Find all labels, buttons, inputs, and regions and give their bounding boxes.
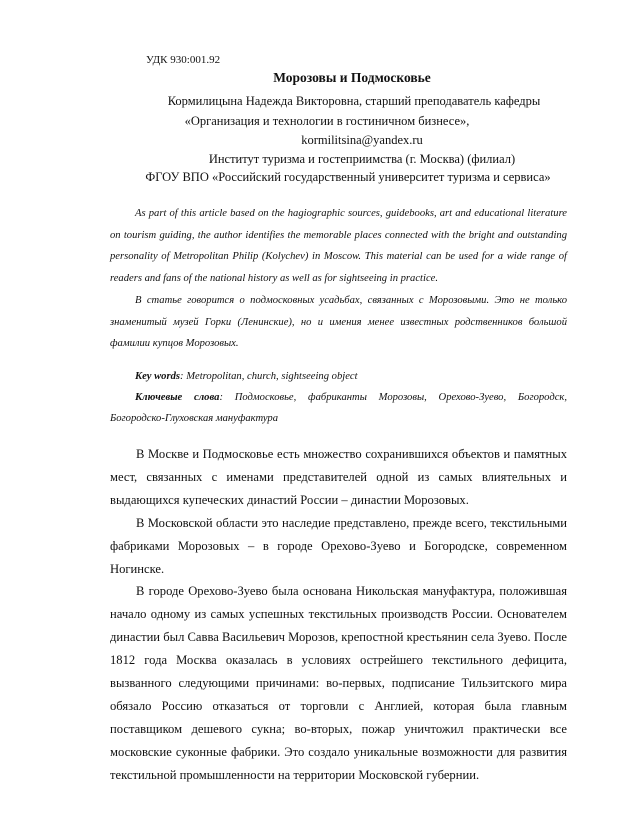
keywords-en-text: : Metropolitan, church, sightseeing object <box>180 371 358 382</box>
abstract-russian <box>110 290 567 355</box>
keywords-block <box>110 366 567 429</box>
keywords-en <box>110 366 567 387</box>
institute-line: Институт туризма и гостеприимства (г. Москва) (филиал) <box>208 152 516 166</box>
body-paragraph: В городе Орехово-Зуево была основана Никольская мануфактура, положившая начало одному из самых успешных текстильных производств России. Основателем династии был Савва Васильевич Морозов, крепостной крестьянин села Зуево. После 1812 года Москва оказалась в условиях острейшего текстильного дефицита, вызванного следующими причинами: во-первых, подписание Тильзитского мира обязало Россию отказаться от торговли с Англией, которая была главным поставщиком дешевого сукна; во-вторых, пожар уничтожил практически все московские суконные фабрики. Это создало уникальные возможности для развития текстильной промышленности на территории Московской губернии. <box>110 584 567 782</box>
abstract-en-text: As part of this article based on the hagiographic sources, guidebooks, art and educational literature on tourism guiding, the author identifies the memorable places connected with the bright and outstanding personality of Metropolitan Philip (Kolychev) in Moscow. This material can be used for a wide range of readers and fans of the national history as well as for sightseeing in practice. <box>110 208 567 284</box>
department-line: «Организация и технологии в гостиничном бизнесе», <box>184 114 470 128</box>
article-title: Морозовы и Подмосковье <box>273 70 431 85</box>
university-line: ФГОУ ВПО «Российский государственный университет туризма и сервиса» <box>145 170 551 184</box>
abstract-english <box>110 203 567 289</box>
article-body <box>110 443 567 787</box>
abstract-ru-text: В статье говорится о подмосковных усадьбах, связанных с Морозовыми. Это не только знаменитый музей Горки (Ленинские), но и имения менее известных родственников большой фамилии купцов Морозовых. <box>110 295 567 349</box>
keywords-ru-text: : Подмосковье, фабриканты Морозовы, Орехово-Зуево, Богородск, Богородско-Глуховская мануфактура <box>110 392 567 424</box>
body-paragraph: В Москве и Подмосковье есть множество сохранившихся объектов и памятных мест, связанных с именами представителей одной из самых влиятельных и выдающихся купеческих династий России – династии Морозовых. <box>110 447 567 507</box>
udk-code: УДК 930:001.92 <box>146 54 221 66</box>
body-paragraph: В Московской области это наследие представлено, прежде всего, текстильными фабриками Морозовых – в городе Орехово-Зуево и Богородске, современном Ногинске. <box>110 515 567 576</box>
author-email[interactable]: kormilitsina@yandex.ru <box>301 133 423 147</box>
author-line: Кормилицына Надежда Викторовна, старший преподаватель кафедры <box>167 94 541 108</box>
keywords-ru-label: Ключевые слова <box>135 392 220 403</box>
keywords-ru <box>110 387 567 429</box>
keywords-en-label: Key words <box>135 371 181 382</box>
